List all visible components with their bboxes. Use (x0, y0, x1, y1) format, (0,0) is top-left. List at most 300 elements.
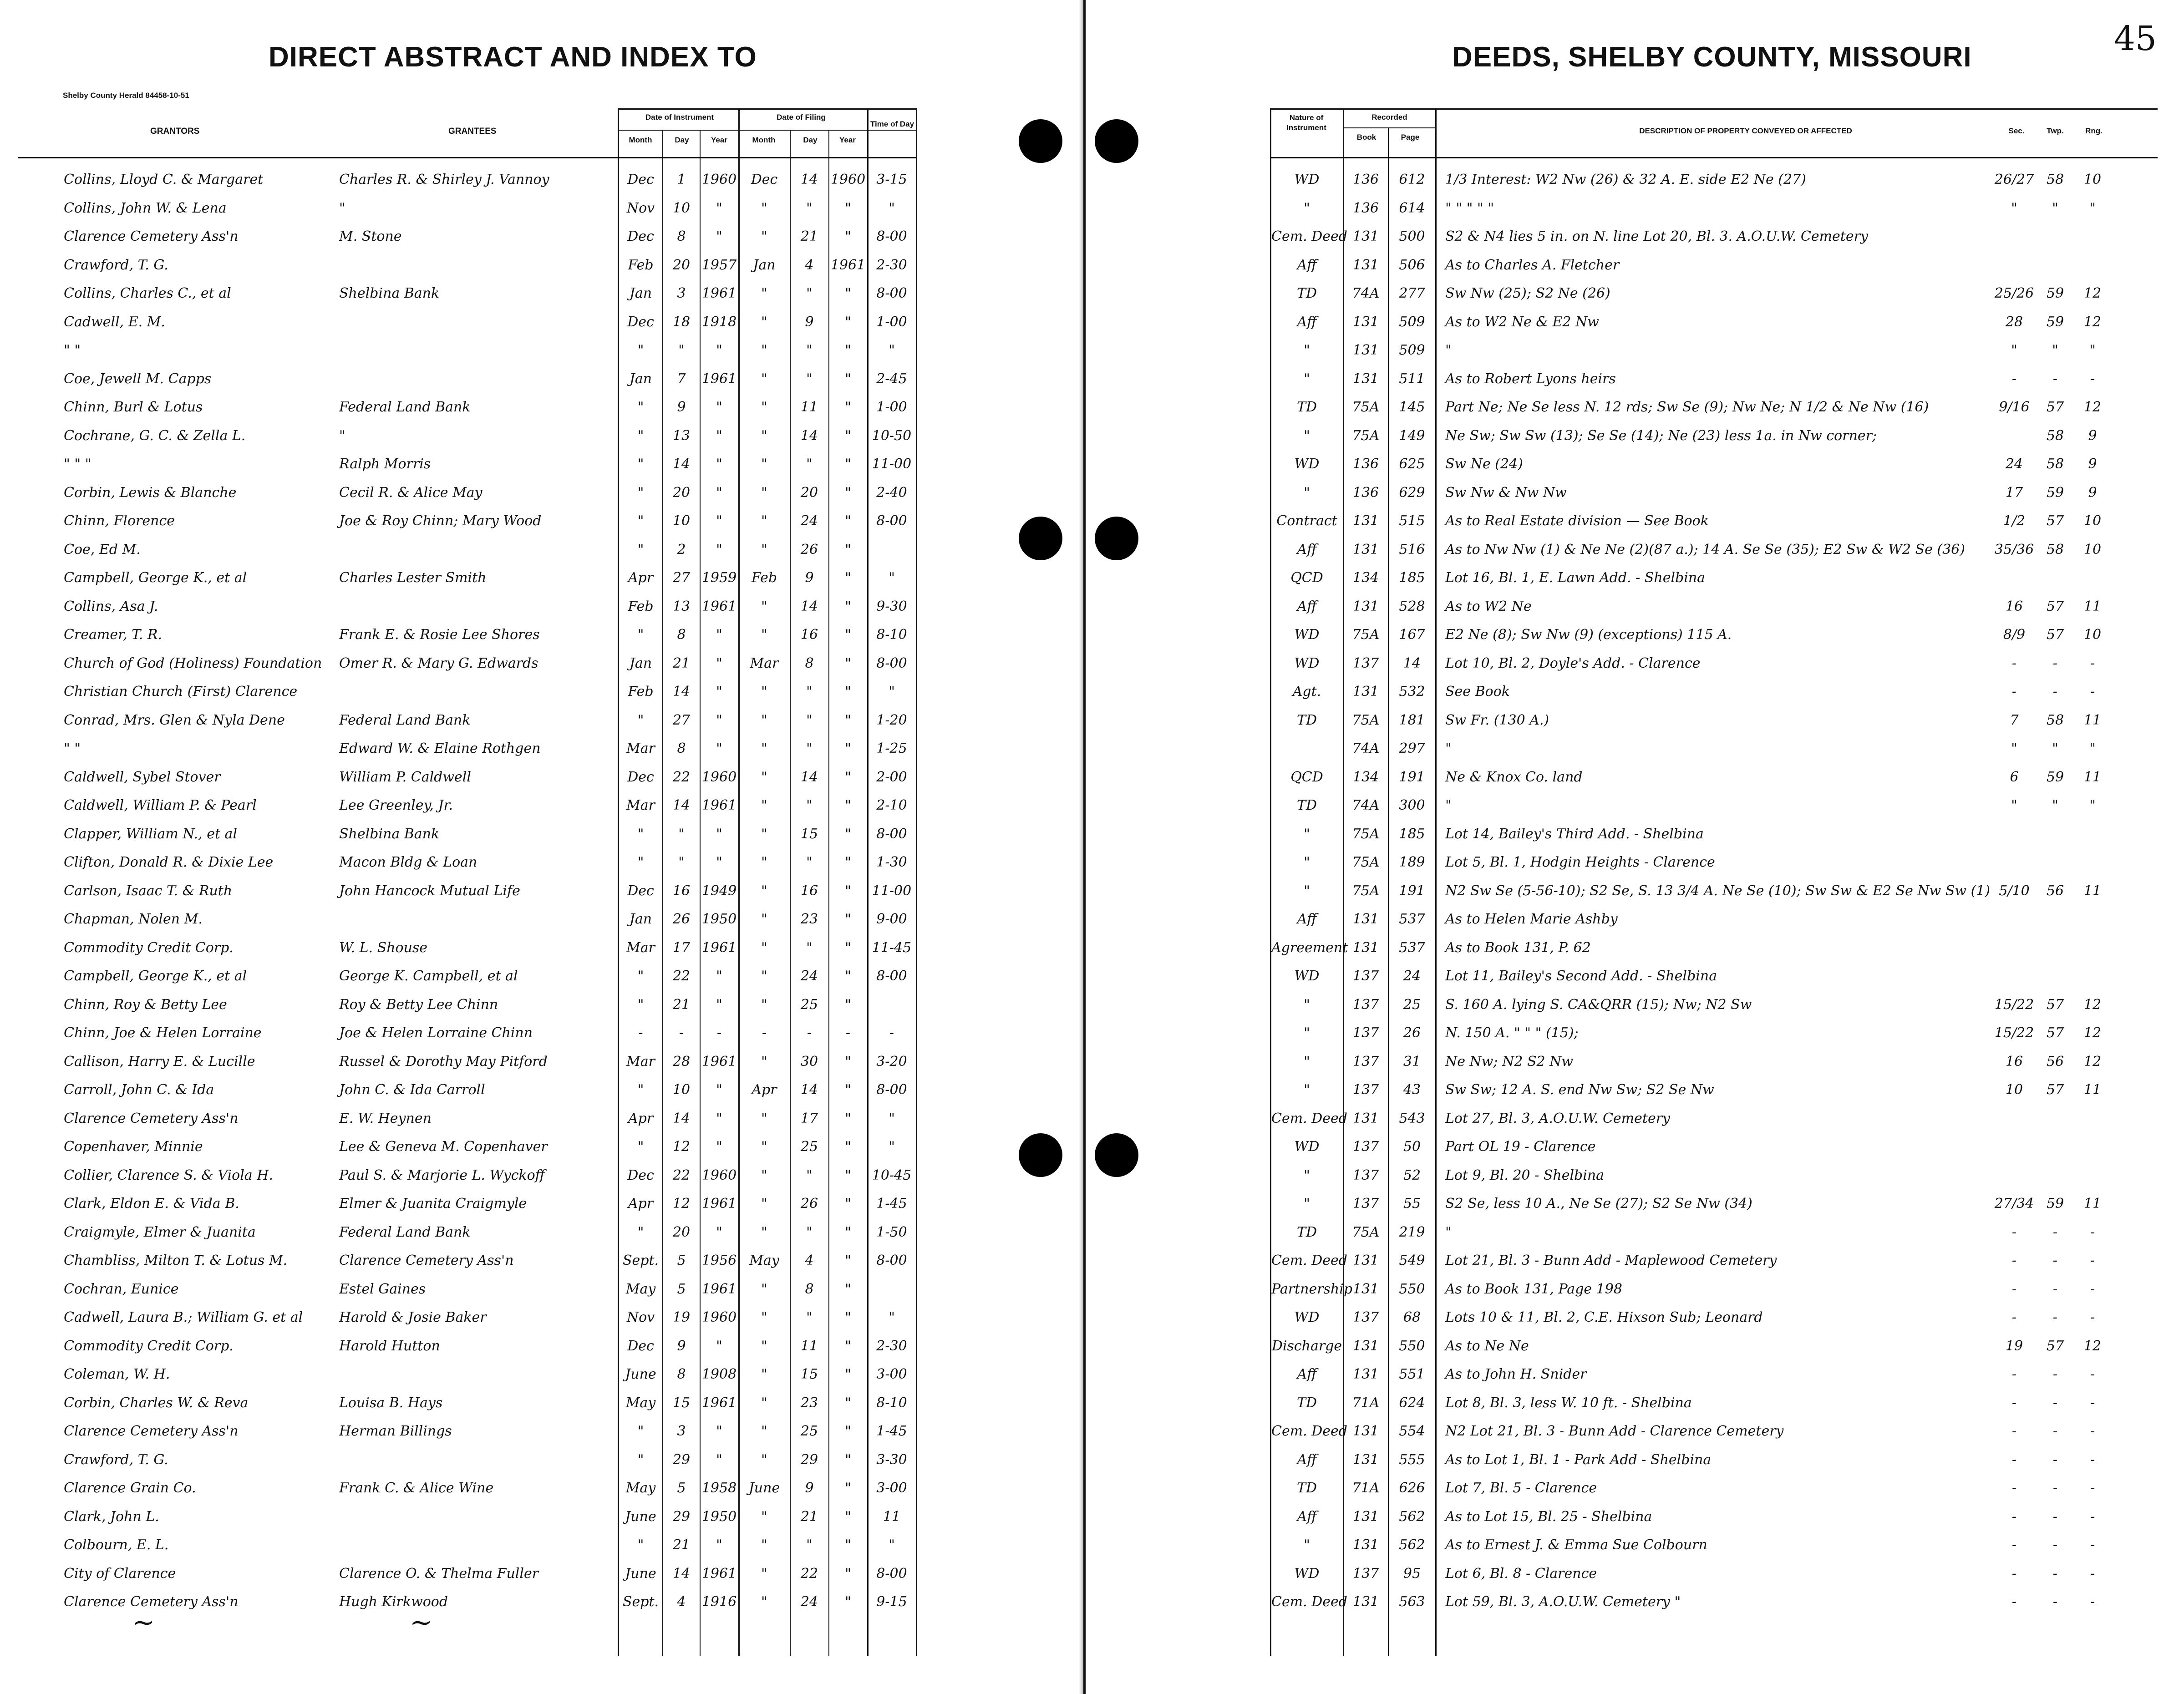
property-description: Sw Nw & Nw Nw (1445, 484, 1567, 501)
nature-of-instrument: TD (1296, 1224, 1317, 1240)
filing-day: 23 (800, 911, 818, 927)
filing-year: " (845, 1053, 851, 1070)
township: " (2052, 200, 2058, 216)
property-description: Part Ne; Ne Se less N. 12 rds; Sw Se (9); Nw Ne; N 1/2 & Ne Nw (16) (1445, 399, 1929, 415)
deed-record-row (1086, 621, 2184, 650)
instrument-year: 1958 (701, 1480, 737, 1496)
filing-day: 26 (800, 541, 818, 558)
record-book: 131 (1352, 1594, 1379, 1610)
deed-record-row (1086, 1048, 2184, 1077)
grantee-name: Joe & Helen Lorraine Chinn (339, 1025, 533, 1041)
filing-year: " (845, 939, 851, 956)
township: 57 (2046, 598, 2064, 614)
record-page: 191 (1399, 769, 1425, 785)
grantor-name: Clark, Eldon E. & Vida B. (64, 1196, 239, 1212)
filing-year: " (845, 1366, 851, 1382)
grantee-name: Clarence O. & Thelma Fuller (339, 1565, 539, 1582)
record-book: 136 (1352, 484, 1379, 501)
deed-index-row (0, 991, 1083, 1020)
grantor-name: Crawford, T. G. (64, 1451, 168, 1468)
filing-day: 14 (800, 427, 818, 444)
instrument-year: 1960 (701, 1309, 737, 1325)
instrument-month: Mar (626, 1053, 655, 1070)
left-page-title: DIRECT ABSTRACT AND INDEX TO (269, 41, 757, 73)
record-book: 137 (1352, 655, 1379, 671)
instrument-year: " (716, 684, 722, 700)
deed-record-row (1086, 1333, 2184, 1362)
deed-record-row (1086, 906, 2184, 935)
record-page: 624 (1399, 1395, 1425, 1411)
time-of-day: 3-30 (876, 1451, 907, 1468)
deed-record-row (1086, 1190, 2184, 1219)
record-book: 136 (1352, 456, 1379, 472)
deed-index-row (0, 223, 1083, 252)
filing-year: " (845, 484, 851, 501)
range: " (2089, 342, 2096, 358)
instrument-year: 1916 (701, 1594, 737, 1610)
filing-year: " (845, 1565, 851, 1582)
section: 19 (2005, 1338, 2023, 1354)
filing-month: " (761, 939, 767, 956)
nature-of-instrument: " (1304, 826, 1310, 842)
property-description: Lot 21, Bl. 3 - Bunn Add - Maplewood Cemetery (1445, 1253, 1777, 1268)
time-of-day: 10-45 (872, 1167, 912, 1183)
nature-of-instrument: " (1304, 883, 1310, 899)
filing-year: " (845, 1594, 851, 1610)
instrument-year: " (716, 513, 722, 529)
filing-month: " (761, 314, 767, 330)
filing-month: " (761, 1537, 767, 1553)
township: - (2052, 1366, 2058, 1382)
nature-of-instrument: " (1304, 1053, 1310, 1070)
deed-record-row (1086, 678, 2184, 707)
time-of-day: - (889, 1025, 894, 1041)
grantor-name: Chinn, Roy & Betty Lee (64, 996, 227, 1013)
filing-year: " (845, 1508, 851, 1525)
grantor-name: Chapman, Nolen M. (64, 911, 203, 927)
grantor-name: Campbell, George K., et al (64, 570, 247, 586)
record-page: 629 (1399, 484, 1425, 501)
instrument-month: Dec (627, 228, 654, 244)
instrument-day: 22 (672, 968, 691, 984)
deed-index-row (0, 1418, 1083, 1447)
instrument-month: May (625, 1480, 656, 1496)
record-page: 509 (1399, 342, 1425, 358)
filing-day: 9 (805, 570, 814, 586)
township: " (2052, 740, 2058, 756)
grantee-name: Ralph Morris (339, 456, 431, 472)
nature-of-instrument: " (1304, 996, 1310, 1013)
filing-day: 14 (800, 598, 818, 614)
instrument-year: 1960 (701, 172, 737, 188)
record-book: 137 (1352, 1309, 1379, 1325)
instrument-month: Mar (626, 797, 655, 813)
range: 10 (2083, 541, 2102, 558)
instrument-year: " (716, 996, 722, 1013)
time-of-day: 8-00 (876, 655, 907, 671)
range: 11 (2083, 769, 2102, 785)
deed-record-row (1086, 1361, 2184, 1390)
grantee-name: Macon Bldg & Loan (339, 854, 477, 870)
nature-of-instrument: TD (1296, 1395, 1317, 1411)
record-book: 131 (1352, 513, 1379, 529)
time-of-day: 3-00 (876, 1366, 907, 1382)
grantee-name: Shelbina Bank (339, 826, 440, 842)
grantee-name: Clarence Cemetery Ass'n (339, 1253, 514, 1268)
deed-record-row (1086, 223, 2184, 252)
instrument-month: Dec (627, 883, 654, 899)
township: " (2052, 797, 2058, 813)
section: 15/22 (1994, 996, 2034, 1013)
filing-day: 20 (800, 484, 818, 501)
instrument-day: 15 (672, 1395, 691, 1411)
instrument-month: " (637, 712, 644, 728)
grantor-name: Caldwell, William P. & Pearl (64, 797, 257, 813)
township: - (2052, 1480, 2058, 1496)
filing-year: " (845, 399, 851, 415)
filing-year: " (845, 1196, 851, 1212)
grantor-name: " " (64, 342, 81, 358)
township: 58 (2046, 541, 2064, 558)
property-description: Lot 14, Bailey's Third Add. - Shelbina (1445, 826, 1704, 842)
grantor-name: Clarence Cemetery Ass'n (64, 1594, 239, 1610)
nature-of-instrument: Agt. (1292, 684, 1321, 700)
grantee-name: Charles R. & Shirley J. Vannoy (339, 172, 549, 188)
filing-day: " (806, 1167, 813, 1183)
grantor-name: Campbell, George K., et al (64, 968, 247, 984)
township: 57 (2046, 1338, 2064, 1354)
instrument-year: 1957 (701, 257, 737, 273)
instrument-month: Dec (627, 1338, 654, 1354)
township: 59 (2046, 1196, 2064, 1212)
deed-record-row (1086, 1019, 2184, 1049)
nature-of-instrument: TD (1296, 797, 1317, 813)
instrument-day: 1 (677, 172, 686, 188)
instrument-year: 1961 (701, 797, 737, 813)
deed-record-row (1086, 394, 2184, 423)
filing-day: 25 (800, 996, 818, 1013)
instrument-year: " (716, 740, 722, 756)
deed-index-row (0, 764, 1083, 793)
deed-index-row (0, 621, 1083, 650)
nature-of-instrument: TD (1296, 712, 1317, 728)
instrument-month: Dec (627, 314, 654, 330)
nature-of-instrument: Cem. Deed (1271, 1594, 1347, 1610)
record-book: 131 (1352, 257, 1379, 273)
grantor-name: " " " (64, 456, 91, 472)
filing-month: " (761, 285, 767, 301)
deed-index-row (0, 1276, 1083, 1305)
filing-month: - (762, 1025, 767, 1041)
instrument-month: Apr (628, 570, 654, 586)
instrument-month: May (625, 1281, 656, 1297)
filing-month: " (761, 399, 767, 415)
filing-year: " (845, 854, 851, 870)
deed-record-row (1086, 1446, 2184, 1476)
time-of-day: " (889, 1110, 895, 1126)
township: - (2052, 1537, 2058, 1553)
record-page: 68 (1403, 1309, 1421, 1325)
filing-day: " (806, 1537, 813, 1553)
township: 57 (2046, 1082, 2064, 1098)
nature-of-instrument: WD (1294, 172, 1320, 188)
filing-year: - (845, 1025, 851, 1041)
filing-day: 14 (800, 1082, 818, 1098)
filing-year: " (845, 1338, 851, 1354)
nature-of-instrument: Cem. Deed (1271, 1110, 1347, 1126)
property-description: " (1445, 740, 1452, 756)
record-page: 191 (1399, 883, 1425, 899)
nature-of-instrument: Aff (1297, 598, 1317, 614)
property-description: S2 Se, less 10 A., Ne Se (27); S2 Se Nw (34) (1445, 1196, 1752, 1212)
filing-month: " (761, 797, 767, 813)
deed-record-row (1086, 195, 2184, 224)
range: 11 (2083, 1196, 2102, 1212)
deed-record-row (1086, 593, 2184, 622)
record-page: 277 (1399, 285, 1425, 301)
instrument-year: 1960 (701, 769, 737, 785)
deed-index-row (0, 1333, 1083, 1362)
nature-of-instrument: TD (1296, 285, 1317, 301)
instrument-day: 14 (672, 1110, 691, 1126)
time-of-day: 8-00 (876, 285, 907, 301)
pen-flourish: ~ (132, 1607, 155, 1638)
instrument-day: 8 (677, 627, 686, 643)
filing-year: " (845, 1451, 851, 1468)
record-page: 625 (1399, 456, 1425, 472)
instrument-month: " (637, 456, 644, 472)
instrument-month: " (637, 1224, 644, 1240)
property-description: Part OL 19 - Clarence (1445, 1139, 1596, 1155)
filing-month: " (761, 484, 767, 501)
range: - (2090, 1253, 2095, 1268)
nature-of-instrument: WD (1294, 655, 1320, 671)
section: - (2011, 1537, 2017, 1553)
record-page: 185 (1399, 826, 1425, 842)
filing-month: May (749, 1253, 779, 1268)
time-of-day: 3-00 (876, 1480, 907, 1496)
township: 59 (2046, 285, 2064, 301)
range: - (2090, 1508, 2095, 1525)
filing-year: " (845, 996, 851, 1013)
deed-index-row (0, 1304, 1083, 1333)
time-of-day: 8-10 (876, 1395, 907, 1411)
grantee-name: Edward W. & Elaine Rothgen (339, 740, 541, 756)
section: " (2011, 200, 2017, 216)
grantee-name: " (339, 427, 345, 444)
deed-index-row (0, 707, 1083, 736)
deed-record-row (1086, 821, 2184, 850)
range: - (2090, 1366, 2095, 1382)
grantee-name: Federal Land Bank (339, 399, 471, 415)
deed-index-row (0, 1190, 1083, 1219)
time-of-day: 1-50 (876, 1224, 907, 1240)
instrument-day: " (678, 826, 685, 842)
filing-month: " (761, 1139, 767, 1155)
filing-month: " (761, 1167, 767, 1183)
record-book: 137 (1352, 1196, 1379, 1212)
nature-of-instrument: " (1304, 1025, 1310, 1041)
filing-day: 24 (800, 513, 818, 529)
record-book: 131 (1352, 1451, 1379, 1468)
nature-of-instrument: " (1304, 854, 1310, 870)
header-date-of-instrument: Date of Instrument (645, 113, 714, 122)
section: - (2011, 1395, 2017, 1411)
range: 9 (2088, 427, 2097, 444)
record-book: 131 (1352, 1281, 1379, 1297)
nature-of-instrument: WD (1294, 1309, 1320, 1325)
instrument-day: 19 (672, 1309, 691, 1325)
instrument-month: Jan (629, 911, 652, 927)
nature-of-instrument: Aff (1297, 314, 1317, 330)
record-page: 506 (1399, 257, 1425, 273)
section: - (2011, 1480, 2017, 1496)
deed-index-row (0, 451, 1083, 480)
filing-year: " (845, 1139, 851, 1155)
township: 56 (2046, 1053, 2064, 1070)
filing-year: " (845, 370, 851, 387)
range: - (2090, 1224, 2095, 1240)
time-of-day: " (889, 1309, 895, 1325)
deed-record-row (1086, 707, 2184, 736)
filing-year: " (845, 285, 851, 301)
filing-year: " (845, 1395, 851, 1411)
instrument-year: " (716, 854, 722, 870)
nature-of-instrument: " (1304, 1167, 1310, 1183)
instrument-day: " (678, 342, 685, 358)
township: 57 (2046, 996, 2064, 1013)
record-page: 95 (1403, 1565, 1421, 1582)
section: - (2011, 1451, 2017, 1468)
property-description: Ne Sw; Sw Sw (13); Se Se (14); Ne (23) less 1a. in Nw corner; (1445, 427, 1877, 444)
instrument-day: 20 (672, 484, 691, 501)
grantee-name: Herman Billings (339, 1423, 452, 1439)
grantee-name: Federal Land Bank (339, 712, 471, 728)
instrument-year: " (716, 826, 722, 842)
filing-month: " (761, 1508, 767, 1525)
property-description: As to John H. Snider (1445, 1366, 1587, 1382)
record-page: 626 (1399, 1480, 1425, 1496)
grantor-name: Clarence Grain Co. (64, 1480, 196, 1496)
header-top-rule (1270, 108, 2158, 110)
instrument-year: " (716, 968, 722, 984)
nature-of-instrument: WD (1294, 627, 1320, 643)
filing-month: Jan (753, 257, 776, 273)
filing-day: 21 (800, 228, 818, 244)
filing-month: " (761, 598, 767, 614)
filing-month: " (761, 228, 767, 244)
deed-record-row (1086, 1475, 2184, 1504)
township: 58 (2046, 172, 2064, 188)
filing-day: 14 (800, 172, 818, 188)
record-page: 167 (1399, 627, 1425, 643)
deed-record-row (1086, 1105, 2184, 1134)
deed-index-row (0, 280, 1083, 309)
range: 10 (2083, 627, 2102, 643)
section: - (2011, 1423, 2017, 1439)
deed-index-row (0, 849, 1083, 878)
grantor-name: Collins, Charles C., et al (64, 285, 231, 301)
township: 57 (2046, 513, 2064, 529)
filing-month: Dec (751, 172, 778, 188)
nature-of-instrument: Aff (1297, 541, 1317, 558)
section: " (2011, 740, 2017, 756)
record-page: 537 (1399, 911, 1425, 927)
grantor-name: Chambliss, Milton T. & Lotus M. (64, 1253, 288, 1268)
grantor-name: City of Clarence (64, 1565, 176, 1582)
record-book: 74A (1352, 797, 1380, 813)
property-description: N. 150 A. " " " (15); (1445, 1025, 1579, 1041)
filing-year: " (845, 541, 851, 558)
township: 57 (2046, 627, 2064, 643)
filing-day: 4 (805, 257, 814, 273)
section: 16 (2005, 598, 2023, 614)
instrument-month: " (637, 1082, 644, 1098)
deed-record-row (1086, 1503, 2184, 1532)
filing-year: " (845, 427, 851, 444)
instrument-month: Jan (629, 285, 652, 301)
nature-of-instrument: Aff (1297, 1451, 1317, 1468)
grantor-name: Chinn, Joe & Helen Lorraine (64, 1025, 262, 1041)
time-of-day: 2-45 (876, 370, 907, 387)
instrument-month: " (637, 541, 644, 558)
record-book: 137 (1352, 1167, 1379, 1183)
record-book: 131 (1352, 1508, 1379, 1525)
record-page: 551 (1399, 1366, 1425, 1382)
instrument-year: " (716, 712, 722, 728)
instrument-day: 12 (672, 1139, 691, 1155)
property-description: Sw Nw (25); S2 Ne (26) (1445, 285, 1610, 301)
deed-record-row (1086, 934, 2184, 964)
filing-day: " (806, 712, 813, 728)
filing-day: " (806, 285, 813, 301)
filing-year: " (845, 228, 851, 244)
instrument-day: 12 (672, 1196, 691, 1212)
deed-record-row (1086, 507, 2184, 537)
grantee-name: John C. & Ida Carroll (339, 1082, 485, 1098)
record-book: 75A (1352, 427, 1380, 444)
instrument-day: 5 (677, 1253, 686, 1268)
range: - (2090, 655, 2095, 671)
record-page: 25 (1403, 996, 1421, 1013)
deed-index-row (0, 735, 1083, 764)
record-book: 75A (1352, 627, 1380, 643)
record-book: 74A (1352, 285, 1380, 301)
property-description: As to Ernest J. & Emma Sue Colbourn (1445, 1537, 1707, 1553)
filing-day: " (806, 342, 813, 358)
filing-year: " (845, 200, 851, 216)
filing-month: " (761, 370, 767, 387)
section: - (2011, 370, 2017, 387)
filing-day: " (806, 1224, 813, 1240)
filing-year: " (845, 1110, 851, 1126)
township: 57 (2046, 399, 2064, 415)
property-description: Lot 6, Bl. 8 - Clarence (1445, 1565, 1597, 1582)
filing-year: " (845, 314, 851, 330)
instrument-day: 9 (677, 1338, 686, 1354)
right-page (1083, 0, 2182, 1694)
township: - (2052, 1451, 2058, 1468)
instrument-month: Dec (627, 172, 654, 188)
grantee-name: E. W. Heynen (339, 1110, 432, 1126)
grantee-name: Louisa B. Hays (339, 1395, 443, 1411)
range: - (2090, 370, 2095, 387)
property-description: As to Book 131, Page 198 (1445, 1281, 1622, 1297)
section: - (2011, 684, 2017, 700)
time-of-day: 1-30 (876, 854, 907, 870)
filing-month: Apr (752, 1082, 777, 1098)
grantor-name: Clarence Cemetery Ass'n (64, 1110, 239, 1126)
